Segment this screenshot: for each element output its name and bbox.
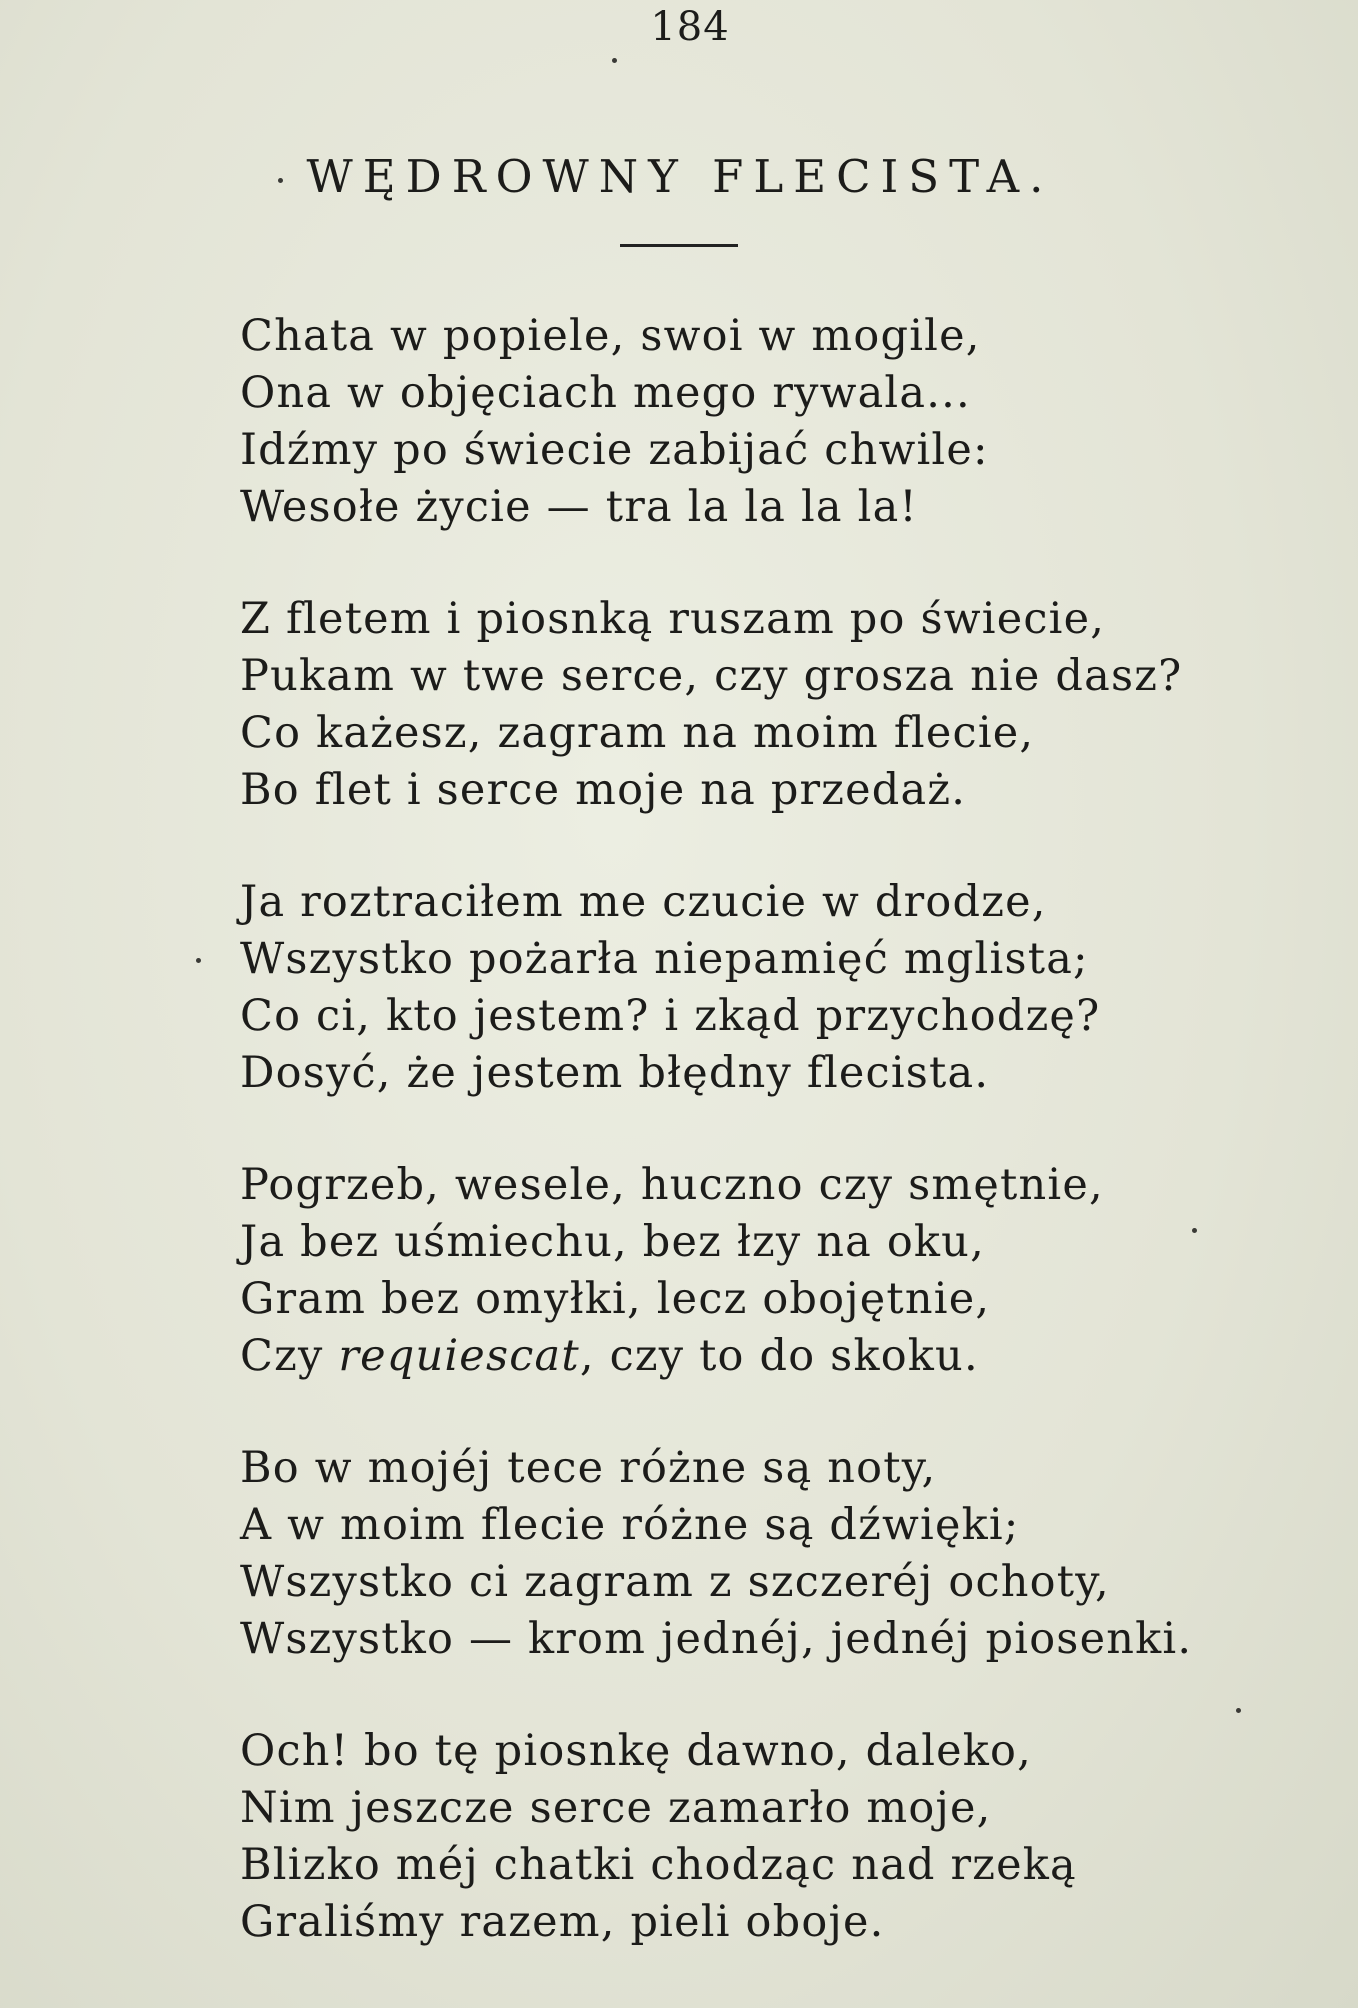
- poem-body: [240, 308, 1240, 2006]
- page-number: 184: [650, 4, 730, 50]
- poem-line: Dosyć, że jestem błędny flecista.: [240, 1048, 990, 1098]
- ink-speck: [1192, 1228, 1197, 1233]
- poem-line: Ona w objęciach mego rywala...: [240, 368, 971, 418]
- stanza-2: [240, 591, 1240, 819]
- poem-line: Wesołe życie — tra la la la la!: [240, 482, 918, 532]
- poem-line: Co każesz, zagram na moim flecie,: [240, 708, 1035, 758]
- stanza-3: [240, 874, 1240, 1102]
- ink-speck: [612, 58, 617, 63]
- poem-line: Blizko méj chatki chodząc nad rzeką: [240, 1840, 1077, 1890]
- poem-line: Bo w mojéj tece różne są noty,: [240, 1443, 937, 1493]
- poem-title: WĘDROWNY FLECISTA.: [306, 150, 1054, 203]
- stanza-6: [240, 1723, 1240, 1951]
- poem-line: Gram bez omyłki, lecz obojętnie,: [240, 1274, 991, 1324]
- poem-line: Och! bo tę piosnkę dawno, daleko,: [240, 1726, 1033, 1776]
- ink-speck: [278, 178, 283, 183]
- poem-line: Pogrzeb, wesele, huczno czy smętnie,: [240, 1160, 1104, 1210]
- stanza-5: [240, 1440, 1240, 1668]
- italic-word: requiescat: [338, 1331, 580, 1381]
- poem-line: Bo flet i serce moje na przedaż.: [240, 765, 967, 815]
- poem-line: Ja bez uśmiechu, bez łzy na oku,: [240, 1217, 985, 1267]
- poem-line: Wszystko — krom jednéj, jednéj piosenki.: [240, 1614, 1193, 1664]
- poem-line: Nim jeszcze serce zamarło moje,: [240, 1783, 992, 1833]
- poem-line: Graliśmy razem, pieli oboje.: [240, 1897, 885, 1947]
- poem-line: Z fletem i piosnką ruszam po świecie,: [240, 594, 1106, 644]
- poem-line: Wszystko pożarła niepamięć mglista;: [240, 934, 1089, 984]
- poem-line: Pukam w twe serce, czy grosza nie dasz?: [240, 651, 1183, 701]
- title-divider: [620, 244, 738, 247]
- ink-speck: [1236, 1708, 1241, 1713]
- poem-line: Co ci, kto jestem? i zkąd przychodzę?: [240, 991, 1101, 1041]
- poem-line: A w moim flecie różne są dźwięki;: [240, 1500, 1020, 1550]
- poem-line-with-italic: Czy requiescat, czy to do skoku.: [240, 1331, 979, 1381]
- stanza-4: [240, 1157, 1240, 1385]
- poem-line: Idźmy po świecie zabijać chwile:: [240, 425, 989, 475]
- poem-line: Chata w popiele, swoi w mogile,: [240, 311, 981, 361]
- stanza-1: [240, 308, 1240, 536]
- poem-line: Wszystko ci zagram z szczeréj ochoty,: [240, 1557, 1110, 1607]
- ink-speck: [196, 958, 201, 963]
- poem-line: Ja roztraciłem me czucie w drodze,: [240, 877, 1047, 927]
